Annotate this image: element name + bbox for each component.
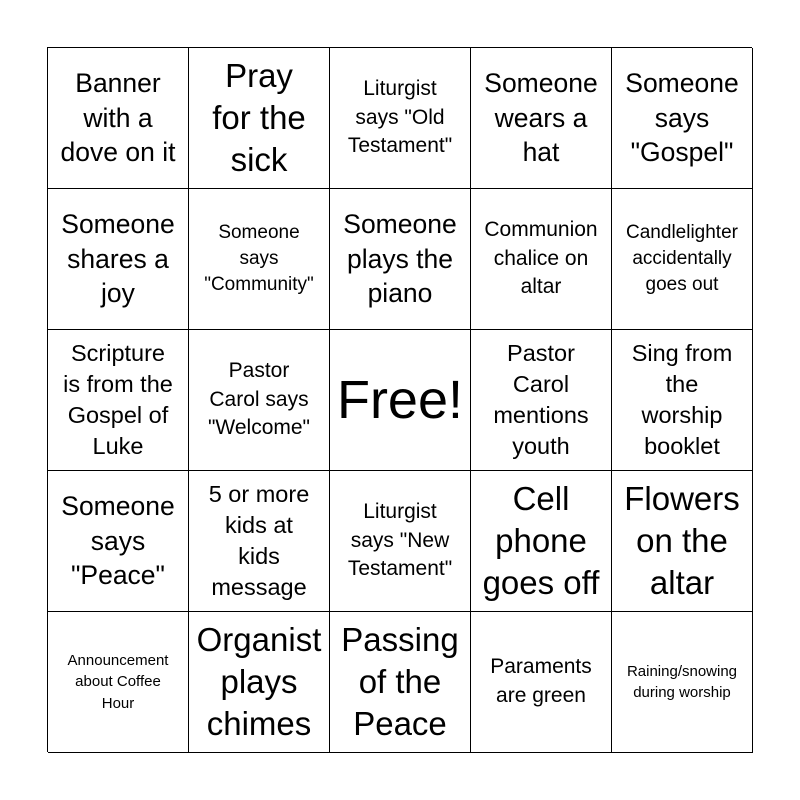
bingo-cell-text: Banner with a dove on it: [60, 67, 176, 168]
bingo-cell-text: Paraments are green: [490, 655, 592, 707]
bingo-cell-r3-c3[interactable]: [330, 330, 471, 471]
bingo-cell-text: Pastor Carol mentions youth: [493, 339, 589, 460]
bingo-cell-text: Raining/snowing during worship: [626, 662, 738, 701]
bingo-cell-r1-c5[interactable]: [612, 48, 753, 189]
bingo-cell-text: Communion chalice on altar: [484, 217, 598, 299]
bingo-cell-text: Liturgist says "Old Testament": [347, 76, 453, 158]
bingo-cell-r2-c1[interactable]: [48, 189, 189, 330]
bingo-cell-text: Pray for the sick: [212, 57, 306, 178]
bingo-cell-text: Pastor Carol says "Welcome": [207, 358, 311, 440]
bingo-cell-r5-c3[interactable]: [330, 612, 471, 753]
bingo-cell-r4-c2[interactable]: [189, 471, 330, 612]
bingo-cell-text: Scripture is from the Gospel of Luke: [63, 339, 173, 460]
bingo-cell-text: Free!: [336, 369, 464, 430]
bingo-cell-r2-c4[interactable]: [471, 189, 612, 330]
bingo-cell-text: Passing of the Peace: [341, 621, 459, 742]
bingo-cell-text: Cell phone goes off: [482, 480, 600, 601]
bingo-cell-r5-c5[interactable]: [612, 612, 753, 753]
bingo-cell-r1-c2[interactable]: [189, 48, 330, 189]
bingo-cell-text: Someone shares a joy: [61, 208, 175, 309]
bingo-cell-r1-c4[interactable]: [471, 48, 612, 189]
bingo-cell-r3-c5[interactable]: [612, 330, 753, 471]
bingo-cell-r2-c5[interactable]: [612, 189, 753, 330]
bingo-cell-text: 5 or more kids at kids message: [208, 480, 310, 601]
bingo-cell-text: Liturgist says "New Testament": [347, 499, 453, 581]
bingo-cell-text: Someone says "Gospel": [625, 67, 739, 168]
bingo-cell-r4-c1[interactable]: [48, 471, 189, 612]
bingo-board: [47, 47, 752, 752]
bingo-cell-r2-c2[interactable]: [189, 189, 330, 330]
bingo-cell-text: Someone says "Community": [204, 221, 314, 296]
bingo-cell-r4-c5[interactable]: [612, 471, 753, 612]
bingo-cell-text: Someone plays the piano: [343, 208, 457, 309]
bingo-cell-r5-c4[interactable]: [471, 612, 612, 753]
bingo-cell-r4-c3[interactable]: [330, 471, 471, 612]
bingo-cell-text: Someone wears a hat: [484, 67, 598, 168]
bingo-cell-r3-c4[interactable]: [471, 330, 612, 471]
bingo-cell-r4-c4[interactable]: [471, 471, 612, 612]
bingo-cell-r5-c2[interactable]: [189, 612, 330, 753]
bingo-cell-text: Someone says "Peace": [61, 490, 175, 591]
bingo-cell-r5-c1[interactable]: [48, 612, 189, 753]
bingo-cell-text: Sing from the worship booklet: [631, 339, 733, 460]
bingo-cell-text: Announcement about Coffee Hour: [67, 652, 169, 712]
bingo-cell-r1-c1[interactable]: [48, 48, 189, 189]
bingo-cell-text: Candlelighter accidentally goes out: [626, 221, 738, 296]
bingo-cell-text: Flowers on the altar: [624, 480, 740, 601]
bingo-cell-r3-c2[interactable]: [189, 330, 330, 471]
bingo-cell-text: Organist plays chimes: [196, 621, 322, 742]
bingo-cell-r1-c3[interactable]: [330, 48, 471, 189]
bingo-cell-r2-c3[interactable]: [330, 189, 471, 330]
bingo-cell-r3-c1[interactable]: [48, 330, 189, 471]
